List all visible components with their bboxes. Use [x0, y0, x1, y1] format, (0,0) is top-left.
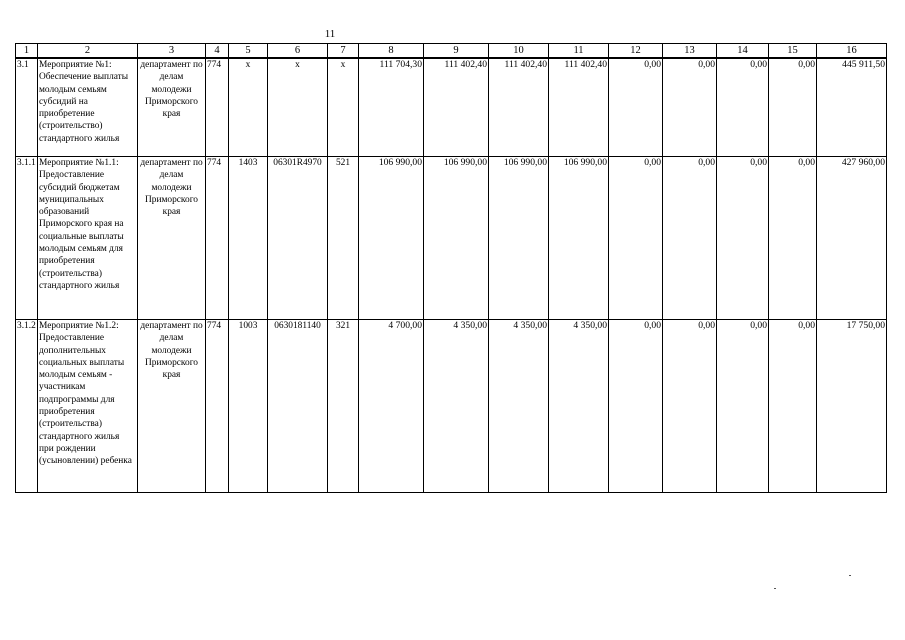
row-c11: 4 350,00 [549, 320, 609, 493]
row-c15: 0,00 [769, 320, 817, 493]
table-row [16, 320, 887, 493]
row-c13: 0,00 [663, 58, 717, 157]
row-c4: 774 [206, 320, 229, 493]
row-c12: 0,00 [609, 320, 663, 493]
row-c14: 0,00 [717, 320, 769, 493]
row-c8: 111 704,30 [359, 58, 424, 157]
row-c12: 0,00 [609, 157, 663, 320]
budget-table [15, 43, 887, 493]
row-c9: 111 402,40 [424, 58, 489, 157]
row-code: 3.1.1 [16, 157, 38, 320]
row-c16: 17 750,00 [817, 320, 887, 493]
row-code: 3.1 [16, 58, 38, 157]
row-c10: 106 990,00 [489, 157, 549, 320]
row-c6: 0630181140 [268, 320, 328, 493]
row-c15: 0,00 [769, 157, 817, 320]
table-row [16, 58, 887, 157]
column-header: 10 [489, 44, 549, 59]
column-header: 16 [817, 44, 887, 59]
row-c13: 0,00 [663, 157, 717, 320]
header-row [16, 44, 887, 59]
column-header: 6 [268, 44, 328, 59]
row-c11: 111 402,40 [549, 58, 609, 157]
column-header: 4 [206, 44, 229, 59]
row-c9: 4 350,00 [424, 320, 489, 493]
row-c7: 321 [328, 320, 359, 493]
column-header: 7 [328, 44, 359, 59]
table-row [16, 157, 887, 320]
row-c15: 0,00 [769, 58, 817, 157]
row-department: департамент по делам молодежи Приморского края [138, 320, 206, 493]
row-name: Мероприятие №1.1: Предоставление субсидий бюджетам муниципальных образований Приморского края на социальные выплаты молодым семьям для приобретения (строительства) стандартного жилья [38, 157, 138, 320]
column-header: 11 [549, 44, 609, 59]
column-header: 2 [38, 44, 138, 59]
scan-speck [774, 588, 776, 589]
row-c5: х [229, 58, 268, 157]
row-c16: 445 911,50 [817, 58, 887, 157]
row-c12: 0,00 [609, 58, 663, 157]
row-c4: 774 [206, 157, 229, 320]
column-header: 1 [16, 44, 38, 59]
row-c7: 521 [328, 157, 359, 320]
row-c9: 106 990,00 [424, 157, 489, 320]
column-header: 8 [359, 44, 424, 59]
row-c13: 0,00 [663, 320, 717, 493]
row-c5: 1403 [229, 157, 268, 320]
row-c16: 427 960,00 [817, 157, 887, 320]
row-c11: 106 990,00 [549, 157, 609, 320]
column-header: 14 [717, 44, 769, 59]
row-c14: 0,00 [717, 58, 769, 157]
row-c10: 111 402,40 [489, 58, 549, 157]
row-c6: 06301R4970 [268, 157, 328, 320]
row-c5: 1003 [229, 320, 268, 493]
row-c8: 4 700,00 [359, 320, 424, 493]
row-code: 3.1.2 [16, 320, 38, 493]
row-name: Мероприятие №1: Обеспечение выплаты молодым семьям субсидий на приобретение (строительство) стандартного жилья [38, 58, 138, 157]
row-c14: 0,00 [717, 157, 769, 320]
row-c7: х [328, 58, 359, 157]
row-name: Мероприятие №1.2: Предоставление дополнительных социальных выплаты молодым семьям - участникам подпрограммы для приобретения (строительства) стандартного жилья при рождении (усыновлении) ребенка [38, 320, 138, 493]
row-department: департамент по делам молодежи Приморского края [138, 157, 206, 320]
column-header: 5 [229, 44, 268, 59]
page-number: 11 [324, 28, 336, 40]
column-header: 15 [769, 44, 817, 59]
column-header: 9 [424, 44, 489, 59]
column-header: 3 [138, 44, 206, 59]
row-department: департамент по делам молодежи Приморского края [138, 58, 206, 157]
row-c8: 106 990,00 [359, 157, 424, 320]
column-header: 13 [663, 44, 717, 59]
row-c4: 774 [206, 58, 229, 157]
row-c10: 4 350,00 [489, 320, 549, 493]
column-header: 12 [609, 44, 663, 59]
row-c6: х [268, 58, 328, 157]
scan-speck [849, 575, 851, 576]
